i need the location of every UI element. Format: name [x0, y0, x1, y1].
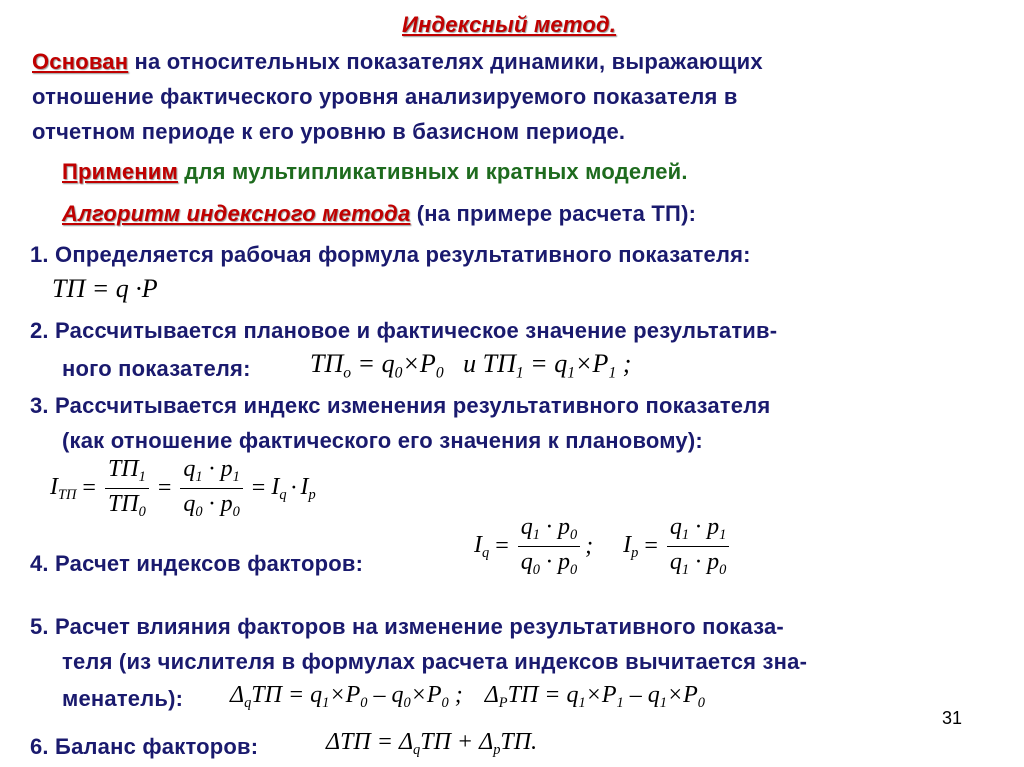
basis-line-3: отчетном периоде к его уровню в базисном периоде. — [32, 119, 626, 144]
basis-term: Основан — [32, 49, 129, 74]
step-3-formula: $I_{ТП}$ = $\frac{ТП_1}{ТП_0}$ = $\frac{q_1 \cdot p_1}{q_0 \cdot p_0}$ = $I_q$ · $I_p$ — [50, 456, 316, 521]
page-number: 31 — [942, 708, 963, 728]
basis-text-1: на относительных показателях динамики, выражающих — [128, 49, 763, 74]
algorithm-text: (на примере расчета ТП): — [410, 201, 697, 226]
step-2-line-1: 2. Рассчитывается плановое и фактическое значение результатив- — [30, 318, 778, 343]
applied-line — [62, 159, 688, 185]
step-6: 6. Баланс факторов: — [30, 734, 259, 759]
step-5-line-1: 5. Расчет влияния факторов на изменение результативного показа- — [30, 614, 784, 639]
applied-text: для мультипликативных и кратных моделей. — [177, 159, 688, 184]
step-5-line-3: менатель): — [62, 686, 184, 711]
step-1: 1. Определяется рабочая формула результативного показателя: — [30, 242, 751, 267]
applied-term: Применим — [62, 159, 178, 184]
step-5-line-2: теля (из числителя в формулах расчета индексов вычитается зна- — [62, 649, 808, 674]
step-4: 4. Расчет индексов факторов: — [30, 551, 364, 576]
step-3-line-2: (как отношение фактического его значения к плановому): — [62, 428, 703, 453]
step-3-line-1: 3. Рассчитывается индекс изменения результативного показателя — [30, 393, 771, 418]
step-5-formula: $\Delta_qТП = q_1\times P_0 - q_0\times P_0$ ; $\Delta_PТП = q_1\times P_1 - q_1\times P_0$ — [230, 682, 705, 712]
step-6-formula: $\Delta ТП = \Delta_qТП + \Delta_pТП$. — [326, 729, 538, 759]
algorithm-line — [62, 201, 696, 227]
slide-title: Индексный метод. — [402, 12, 617, 37]
step-4-formula: $I_q$ = $\frac{q_1 \cdot p_0}{q_0 \cdot p_0}$ ; $I_p$ = $\frac{q_1 \cdot p_1}{q_1 \cdot p_0}$ — [474, 514, 732, 579]
basis-line-2: отношение фактического уровня анализируемого показателя в — [32, 84, 738, 109]
basis-line-1 — [32, 49, 763, 75]
step-1-formula: ТП = q ·P — [52, 274, 158, 303]
algorithm-term: Алгоритм индексного метода — [62, 201, 411, 226]
step-2-line-2: ного показателя: — [62, 356, 251, 381]
step-2-formula: $ТП_o = q_0\times P_0$ и $ТП_1 = q_1\times P_1$ ; — [310, 349, 632, 382]
